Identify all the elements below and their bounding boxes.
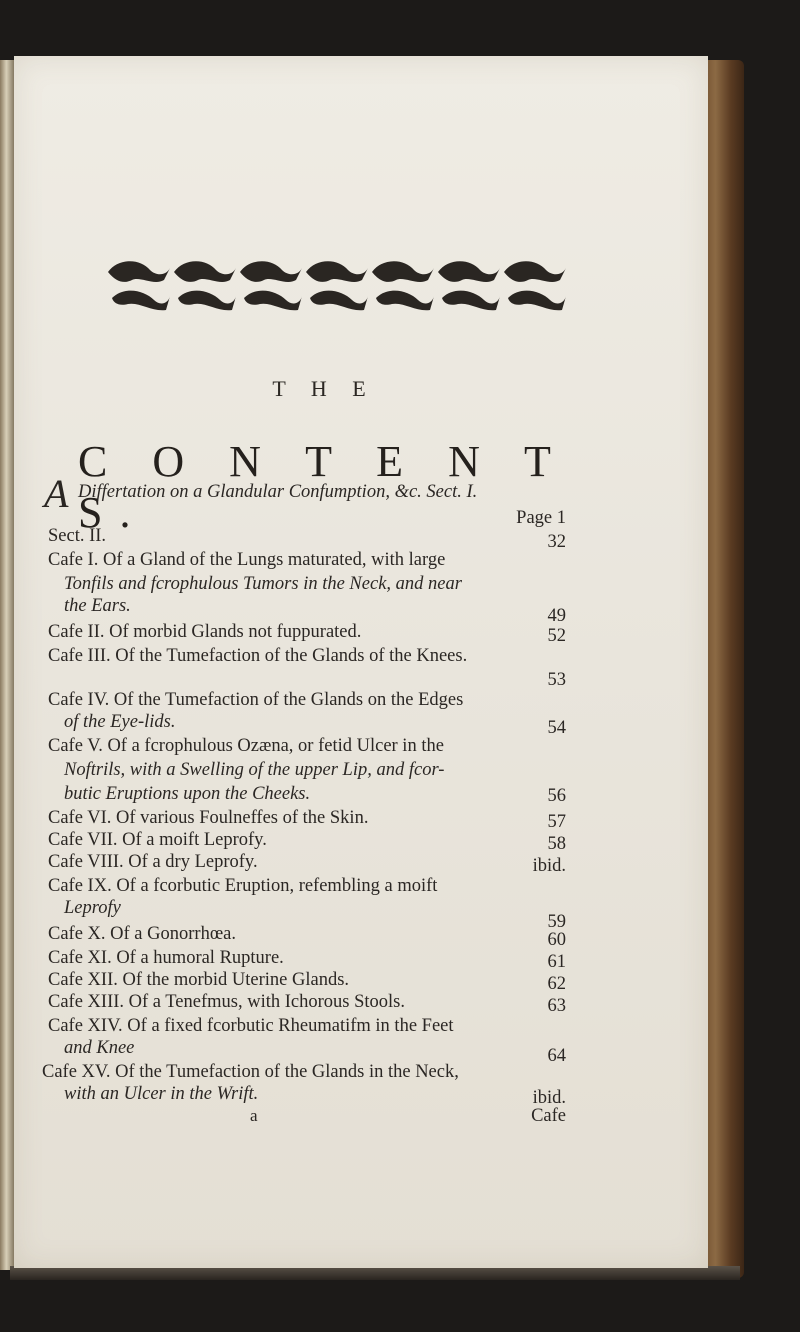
toc-entry-text: Cafe I. Of a Gland of the Lungs maturated, with large bbox=[48, 550, 446, 570]
ornament-band-icon bbox=[104, 256, 570, 312]
heading-the: T H E bbox=[272, 376, 376, 401]
toc-entry-text: Cafe V. Of a fcrophulous Ozæna, or fetid Ulcer in the bbox=[48, 736, 444, 756]
toc-entry-page: ibid. bbox=[532, 1088, 566, 1108]
page-title: C O N T E N T S. bbox=[78, 437, 568, 537]
catchword: Cafe bbox=[531, 1106, 566, 1126]
toc-entry-page: 49 bbox=[547, 606, 566, 626]
toc-entry-page: 58 bbox=[547, 834, 566, 854]
toc-entry-text: and Knee bbox=[64, 1038, 135, 1058]
toc-entry-text: Cafe XIII. Of a Tenefmus, with Ichorous Stools. bbox=[48, 992, 405, 1012]
toc-entry-text: Cafe VIII. Of a dry Leprofy. bbox=[48, 852, 258, 872]
toc-entry-text: Cafe XIV. Of a fixed fcorbutic Rheumatifm in the Feet bbox=[48, 1016, 454, 1036]
toc-entry-page: Page 1 bbox=[516, 508, 566, 528]
toc-entry-text: Cafe VI. Of various Foulneffes of the Skin. bbox=[48, 808, 369, 828]
toc-entry-text: Cafe III. Of the Tumefaction of the Glands of the Knees. bbox=[48, 646, 468, 666]
toc-entry-page: 63 bbox=[547, 996, 566, 1016]
book-page bbox=[14, 56, 708, 1268]
toc-entry-text: butic Eruptions upon the Cheeks. bbox=[64, 784, 311, 804]
toc-entry-page: ibid. bbox=[532, 856, 566, 876]
toc-entry-page: 62 bbox=[547, 974, 566, 994]
toc-entry-text: the Ears. bbox=[64, 596, 131, 616]
toc-entry-text: Cafe IV. Of the Tumefaction of the Glands on the Edges bbox=[48, 690, 464, 710]
toc-entry-page: 60 bbox=[547, 930, 566, 950]
toc-entry-text: of the Eye-lids. bbox=[64, 712, 176, 732]
toc-entry-text: Noftrils, with a Swelling of the upper Lip, and fcor- bbox=[64, 760, 445, 780]
toc-entry-page: 52 bbox=[547, 626, 566, 646]
toc-entry-page: 64 bbox=[547, 1046, 566, 1066]
toc-entry-text: Cafe II. Of morbid Glands not fuppurated. bbox=[48, 622, 362, 642]
toc-entry-text: Cafe XII. Of the morbid Uterine Glands. bbox=[48, 970, 350, 990]
toc-entry-page: 32 bbox=[547, 532, 566, 552]
toc-entry-text: Cafe VII. Of a moift Leprofy. bbox=[48, 830, 267, 850]
toc-entry-text: Cafe XI. Of a humoral Rupture. bbox=[48, 948, 284, 968]
toc-entry-page: 53 bbox=[547, 670, 566, 690]
toc-entry-text: Leprofy bbox=[64, 898, 121, 918]
bottom-page-edge bbox=[10, 1266, 740, 1280]
toc-entry-text: Cafe X. Of a Gonorrhœa. bbox=[48, 924, 237, 944]
toc-entry-text: with an Ulcer in the Wrift. bbox=[64, 1084, 259, 1104]
toc-entry-page: 54 bbox=[547, 718, 566, 738]
toc-entry-page: 56 bbox=[547, 786, 566, 806]
toc-entry-text: Differtation on a Glandular Confumption, &c. Sect. I. bbox=[78, 482, 478, 502]
toc-entry-text: Sect. II. bbox=[48, 526, 107, 546]
toc-entry-text: Tonfils and fcrophulous Tumors in the Neck, and near bbox=[64, 574, 462, 594]
toc-entry-page: 61 bbox=[547, 952, 566, 972]
toc-entry-text: Cafe IX. Of a fcorbutic Eruption, refembling a moift bbox=[48, 876, 438, 896]
toc-entry-text: Cafe XV. Of the Tumefaction of the Glands in the Neck, bbox=[42, 1062, 459, 1082]
toc-entry-page: 59 bbox=[547, 912, 566, 932]
signature-mark: a bbox=[250, 1106, 258, 1125]
drop-initial: A bbox=[44, 471, 69, 516]
toc-entry-page: 57 bbox=[547, 812, 566, 832]
